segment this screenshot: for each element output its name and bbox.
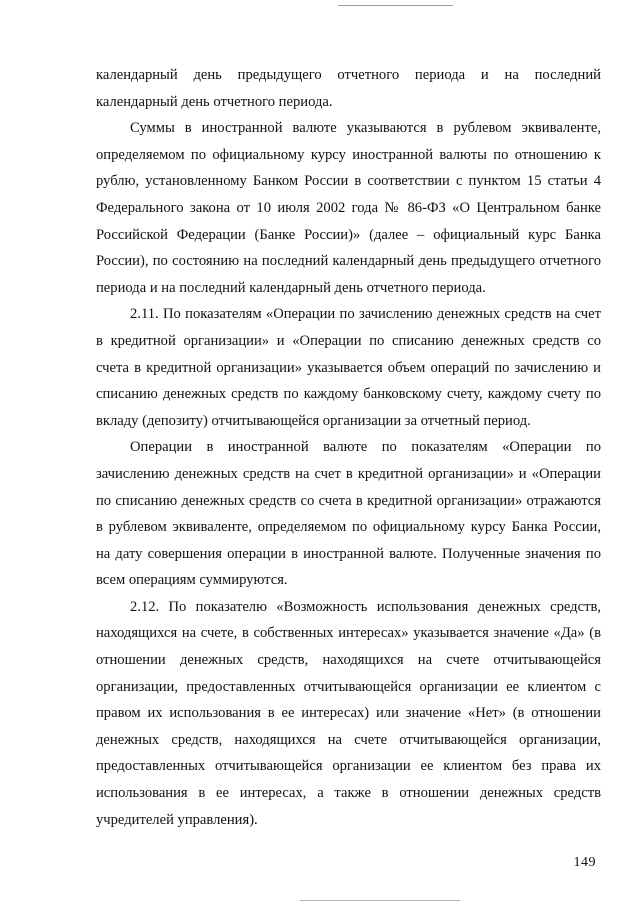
paragraph-continuation: календарный день предыдущего отчетного периода и на последний календарный день отчетного периода.: [96, 67, 601, 110]
paragraph-foreign-currency: Суммы в иностранной валюте указываются в рублевом эквиваленте, определяемом по официальному курсу иностранной валюты по отношению к рублю, установленному Банком России в соответствии с пунктом 15 статьи 4 Федерального закона от 10 июля 2002 года № 86-ФЗ «О Центральном банке Российской Федерации (Банке России)» (далее – официальный курс Банка России), по состоянию на последний календарный день предыдущего отчетного периода и на последний календарный день отчетного периода.: [96, 120, 601, 296]
paragraph-2-11: 2.11. По показателям «Операции по зачислению денежных средств на счет в кредитной организации» и «Операции по списанию денежных средств со счета в кредитной организации» указывается объем операций по зачислению и списанию денежных средств по каждому банковскому счету, каждому счету по вкладу (депозиту) отчитывающейся организации за отчетный период.: [96, 306, 601, 429]
paragraph-2-12: 2.12. По показателю «Возможность использования денежных средств, находящихся на счете, в собственных интересах» указывается значение «Да» (в отношении денежных средств, находящихся на счете отчитывающейся организации, предоставленных отчитывающейся организации ее клиентом с правом их использования в ее интересах) или значение «Нет» (в отношении денежных средств, находящихся на счете отчитывающейся организации, предоставленных отчитывающейся организации ее клиентом без права их использования в ее интересах, а также в отношении денежных средств учредителей управления).: [96, 598, 601, 828]
scan-edge-line: [338, 5, 453, 6]
page-number: 149: [573, 855, 596, 870]
scan-edge-line-bottom: [300, 900, 460, 901]
document-page: [96, 62, 601, 833]
paragraph-foreign-operations: Операции в иностранной валюте по показателям «Операции по зачислению денежных средств на счет в кредитной организации» и «Операции по списанию денежных средств со счета в кредитной организации» отражаются в рублевом эквиваленте, определяемом по официальному курсу Банка России, на дату совершения операции в иностранной валюте. Полученные значения по всем операциям суммируются.: [96, 439, 601, 589]
